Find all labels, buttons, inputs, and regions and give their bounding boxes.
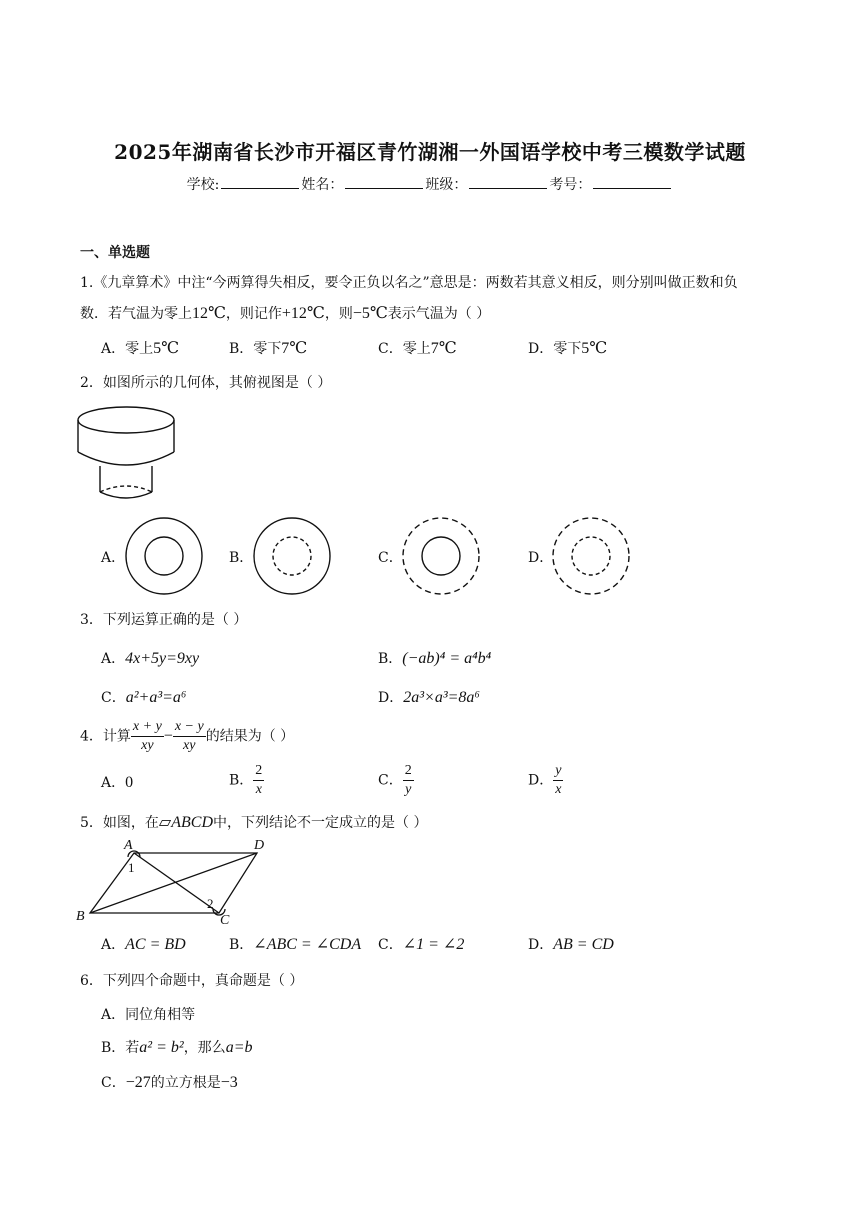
q5-stem — [80, 812, 427, 832]
q2-option-a-figure[interactable] — [123, 515, 205, 597]
q4-stem — [80, 718, 294, 755]
option-fraction — [403, 762, 414, 799]
school-blank[interactable] — [221, 174, 299, 189]
option-fraction — [253, 762, 264, 799]
q4-option-d[interactable] — [528, 762, 563, 799]
q5-option-b[interactable] — [229, 934, 361, 954]
option-expr: a²+a³=a⁶ — [125, 689, 187, 706]
q1-option-b[interactable] — [229, 338, 307, 358]
option-expr: 2a³×a³=8a⁶ — [403, 689, 480, 706]
option-expr: ∠1 = ∠2 — [402, 936, 465, 953]
denominator: x — [555, 782, 562, 797]
option-text: 同位角相等 — [125, 1007, 196, 1023]
numerator: x − y — [173, 718, 206, 737]
option-expr: −3 — [220, 1074, 238, 1091]
q2-option-b-figure[interactable] — [251, 515, 333, 597]
vertex-d-label: D — [254, 838, 265, 853]
q1-text-c: ，则记作 — [225, 306, 282, 322]
q4-text-a: 4．计算 — [80, 728, 131, 745]
q1-text-e: ，则 — [324, 306, 353, 322]
option-letter: A． — [101, 651, 126, 667]
option-letter: C． — [101, 690, 126, 706]
option-expr: AB = CD — [553, 936, 614, 953]
option-value: 7℃ — [281, 340, 308, 357]
q4-fraction-2 — [173, 718, 206, 755]
option-letter: D． — [528, 772, 554, 789]
q3-option-b[interactable] — [378, 648, 491, 668]
option-letter: C． — [378, 772, 403, 789]
option-letter: C． — [101, 1075, 126, 1091]
option-letter: A． — [101, 1007, 126, 1023]
denominator: x — [255, 782, 262, 797]
option-expr: a=b — [225, 1039, 253, 1056]
q2-option-b-label: B． — [229, 550, 254, 566]
class-blank[interactable] — [469, 174, 547, 189]
q3-option-a[interactable] — [101, 648, 199, 668]
option-letter: C． — [378, 341, 403, 357]
name-blank[interactable] — [345, 174, 423, 189]
q2-stem: 2．如图所示的几何体，其俯视图是（ ） — [80, 375, 332, 391]
option-expr: AC = BD — [125, 936, 186, 953]
section-title: 一、单选题 — [80, 245, 150, 261]
student-info-line — [0, 174, 860, 194]
q3-stem: 3．下列运算正确的是（ ） — [80, 612, 248, 628]
q1-temp-minus5: −5℃ — [352, 305, 388, 322]
q4-text-b: 的结果为（ ） — [205, 728, 295, 745]
name-label: 姓名： — [301, 177, 344, 193]
q2-option-a-label: A． — [101, 550, 126, 566]
q1-text-g: 表示气温为（ ） — [387, 306, 491, 322]
q3-option-c[interactable] — [101, 687, 186, 707]
school-label: 学校: — [186, 177, 220, 193]
q1-text-a: 数．若气温为零上 — [80, 306, 192, 322]
exam-no-blank[interactable] — [593, 174, 671, 189]
q3-option-d[interactable] — [378, 687, 480, 707]
q2-option-d-label: D． — [528, 550, 554, 566]
option-letter: D． — [528, 937, 554, 953]
q2-option-c-label: C． — [378, 550, 403, 566]
option-expr: 4x+5y=9xy — [125, 650, 200, 667]
q6-option-c[interactable] — [101, 1072, 238, 1092]
denominator: xy — [141, 738, 154, 753]
numerator: 2 — [403, 762, 414, 781]
numerator: y — [553, 762, 563, 781]
option-text: ，那么 — [183, 1040, 226, 1056]
q1-line2 — [80, 303, 490, 323]
option-value: 5℃ — [153, 340, 180, 357]
denominator: xy — [183, 738, 196, 753]
angle-1-label: 1 — [128, 860, 135, 875]
numerator: 2 — [253, 762, 264, 781]
q5-option-a[interactable] — [101, 934, 186, 954]
exam-title: 2025年湖南省长沙市开福区青竹湖湘一外国语学校中考三模数学试题 — [114, 140, 746, 164]
option-letter: C． — [378, 937, 403, 953]
option-letter: A． — [101, 341, 126, 357]
q6-option-a[interactable] — [101, 1004, 195, 1024]
option-expr: −27 — [125, 1074, 151, 1091]
minus-sign: − — [163, 727, 173, 745]
q2-option-d-figure[interactable] — [550, 515, 632, 597]
q4-option-a[interactable] — [101, 772, 133, 792]
q1-option-d[interactable] — [528, 338, 607, 358]
q4-fraction-1 — [131, 718, 164, 755]
option-value: 7℃ — [430, 340, 457, 357]
q4-option-c[interactable] — [378, 762, 414, 799]
q2-option-c-figure[interactable] — [400, 515, 482, 597]
vertex-c-label: C — [220, 913, 230, 928]
q1-line1: 1.《九章算术》中注“今两算得失相反，要令正负以名之”意思是：两数若其意义相反，则分别叫做正数和负 — [80, 275, 738, 291]
q5-text-a: 5．如图，在 — [80, 815, 159, 831]
q2-solid-figure — [76, 404, 180, 508]
q1-option-c[interactable] — [378, 338, 457, 358]
option-letter: A． — [101, 775, 126, 791]
option-value: 0 — [125, 774, 134, 791]
q5-option-d[interactable] — [528, 934, 614, 954]
q5-option-c[interactable] — [378, 934, 464, 954]
q1-temp-plus12: +12℃ — [281, 305, 325, 322]
option-text: 零上 — [125, 341, 154, 357]
q6-option-b[interactable] — [101, 1037, 252, 1057]
option-expr: (−ab)⁴ = a⁴b⁴ — [402, 650, 492, 667]
option-expr: ∠ABC = ∠CDA — [253, 936, 362, 953]
option-text: 零上 — [402, 341, 431, 357]
vertex-b-label: B — [76, 909, 85, 924]
option-text: 零下 — [253, 341, 282, 357]
option-letter: B． — [229, 772, 254, 789]
option-value: 5℃ — [581, 340, 608, 357]
exam-no-label: 考号： — [549, 177, 592, 193]
class-label: 班级： — [425, 177, 468, 193]
option-letter: B． — [378, 651, 403, 667]
parallelogram-name: ▱ABCD — [158, 814, 213, 831]
q1-temp-12: 12℃ — [192, 305, 226, 322]
q1-option-a[interactable] — [101, 338, 179, 358]
option-expr: a² = b² — [139, 1039, 184, 1056]
option-letter: D． — [528, 341, 554, 357]
option-text: 的立方根是 — [150, 1075, 221, 1091]
q6-stem: 6．下列四个命题中，真命题是（ ） — [80, 973, 304, 989]
numerator: x + y — [131, 718, 164, 737]
option-text: 若 — [125, 1040, 140, 1056]
q4-option-b[interactable] — [229, 762, 264, 799]
vertex-a-label: A — [124, 838, 133, 853]
denominator: y — [405, 782, 412, 797]
angle-2-label: 2 — [207, 896, 214, 911]
q5-text-b: 中，下列结论不一定成立的是（ ） — [213, 815, 428, 831]
option-fraction — [553, 762, 563, 799]
q5-parallelogram-figure — [74, 836, 274, 926]
option-text: 零下 — [553, 341, 582, 357]
option-letter: B． — [229, 937, 254, 953]
option-letter: B． — [101, 1040, 126, 1056]
option-letter: D． — [378, 690, 404, 706]
option-letter: B． — [229, 341, 254, 357]
option-letter: A． — [101, 937, 126, 953]
